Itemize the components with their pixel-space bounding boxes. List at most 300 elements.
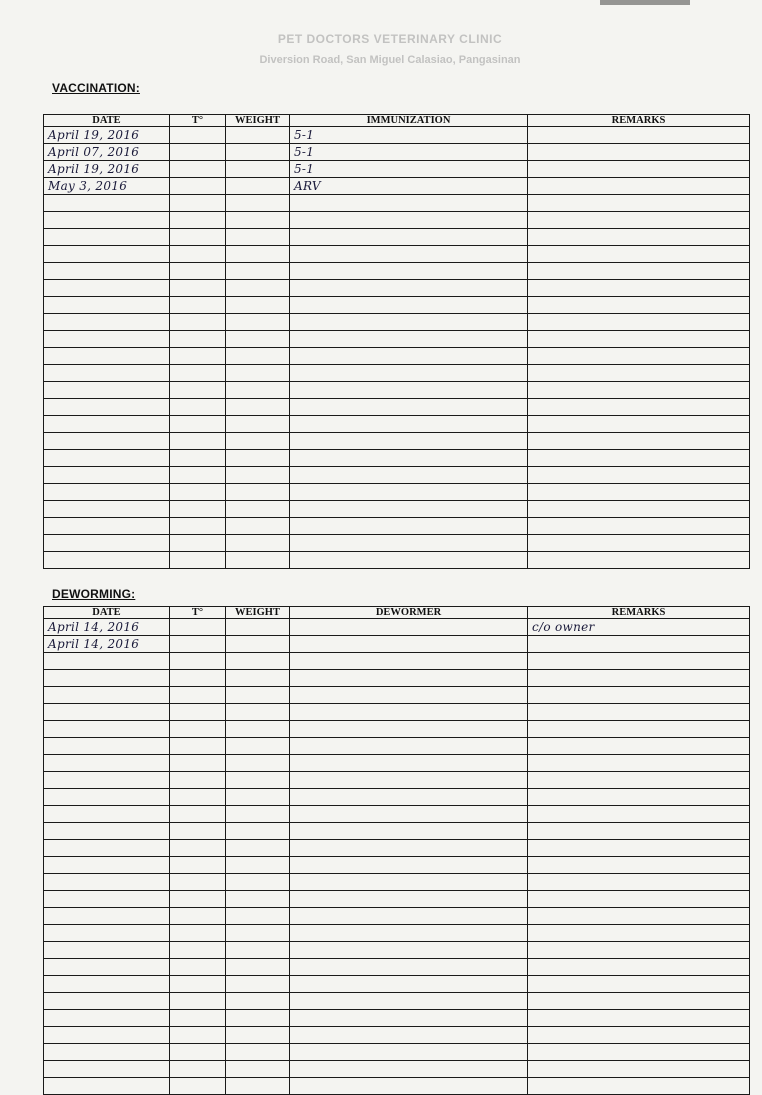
temperature-cell (170, 755, 226, 772)
date-cell (44, 959, 170, 976)
date-cell (44, 331, 170, 348)
weight-cell (226, 976, 290, 993)
weight-cell (226, 263, 290, 280)
temperature-cell (170, 942, 226, 959)
weight-cell (226, 755, 290, 772)
remarks-cell (528, 552, 750, 569)
table-row (44, 704, 750, 721)
weight-cell (226, 653, 290, 670)
temperature-cell (170, 399, 226, 416)
temperature-cell (170, 738, 226, 755)
weight-cell (226, 806, 290, 823)
table-row (44, 178, 750, 195)
table-row (44, 976, 750, 993)
table-row (44, 772, 750, 789)
table-row (44, 857, 750, 874)
date-cell (44, 399, 170, 416)
temperature-cell (170, 1027, 226, 1044)
remarks-cell (528, 144, 750, 161)
weight-cell (226, 891, 290, 908)
temperature-cell (170, 331, 226, 348)
temperature-cell (170, 348, 226, 365)
bleed-through-clinic-address: Diversion Road, San Miguel Calasiao, Pangasinan (259, 54, 521, 66)
dewormer-cell (290, 976, 528, 993)
date-cell (44, 1027, 170, 1044)
deworming-table (43, 606, 750, 1095)
remarks-cell (528, 1027, 750, 1044)
temperature-cell (170, 1010, 226, 1027)
temperature-cell (170, 552, 226, 569)
col-remarks-header: REMARKS (528, 607, 750, 619)
weight-cell (226, 484, 290, 501)
weight-cell (226, 789, 290, 806)
col-date-header: DATE (44, 607, 170, 619)
table-row (44, 959, 750, 976)
table-row (44, 1010, 750, 1027)
table-row (44, 399, 750, 416)
remarks-cell (528, 908, 750, 925)
table-row (44, 925, 750, 942)
dewormer-cell (290, 806, 528, 823)
temperature-cell (170, 229, 226, 246)
date-cell (44, 891, 170, 908)
remarks-cell (528, 501, 750, 518)
table-row (44, 280, 750, 297)
immunization-cell (290, 467, 528, 484)
dewormer-cell (290, 1027, 528, 1044)
weight-cell (226, 1010, 290, 1027)
dewormer-cell (290, 840, 528, 857)
weight-cell (226, 1027, 290, 1044)
table-row (44, 908, 750, 925)
remarks-cell (528, 653, 750, 670)
weight-cell (226, 433, 290, 450)
immunization-cell (290, 331, 528, 348)
table-row (44, 721, 750, 738)
table-row (44, 246, 750, 263)
date-cell (44, 874, 170, 891)
date-cell (44, 365, 170, 382)
remarks-cell (528, 721, 750, 738)
col-remarks-header: REMARKS (528, 115, 750, 127)
date-cell (44, 653, 170, 670)
remarks-cell (528, 993, 750, 1010)
temperature-cell (170, 450, 226, 467)
date-cell (44, 518, 170, 535)
dewormer-cell (290, 823, 528, 840)
remarks-cell (528, 365, 750, 382)
dewormer-cell (290, 857, 528, 874)
date-cell (44, 382, 170, 399)
temperature-cell (170, 416, 226, 433)
remarks-cell (528, 280, 750, 297)
table-row (44, 382, 750, 399)
table-row (44, 297, 750, 314)
table-row (44, 789, 750, 806)
remarks-cell (528, 687, 750, 704)
weight-cell (226, 908, 290, 925)
table-row (44, 993, 750, 1010)
immunization-cell (290, 416, 528, 433)
remarks-cell (528, 976, 750, 993)
temperature-cell (170, 433, 226, 450)
date-cell (44, 857, 170, 874)
remarks-cell (528, 127, 750, 144)
date-cell (44, 789, 170, 806)
temperature-cell (170, 280, 226, 297)
temperature-cell (170, 721, 226, 738)
dewormer-cell (290, 738, 528, 755)
date-cell (44, 823, 170, 840)
remarks-cell (528, 1044, 750, 1061)
temperature-cell (170, 212, 226, 229)
date-cell (44, 246, 170, 263)
col-temperature-header: T° (170, 607, 226, 619)
immunization-cell (290, 450, 528, 467)
temperature-cell (170, 246, 226, 263)
temperature-cell (170, 161, 226, 178)
immunization-cell (290, 484, 528, 501)
weight-cell (226, 467, 290, 484)
dewormer-cell (290, 670, 528, 687)
dewormer-cell (290, 1010, 528, 1027)
table-row (44, 467, 750, 484)
vaccination-table (43, 114, 750, 569)
weight-cell (226, 942, 290, 959)
temperature-cell (170, 518, 226, 535)
remarks-cell (528, 399, 750, 416)
date-cell (44, 297, 170, 314)
temperature-cell (170, 874, 226, 891)
temperature-cell (170, 1044, 226, 1061)
temperature-cell (170, 891, 226, 908)
weight-cell (226, 297, 290, 314)
dewormer-cell (290, 891, 528, 908)
remarks-cell (528, 484, 750, 501)
table-row (44, 144, 750, 161)
dewormer-cell (290, 925, 528, 942)
date-cell (44, 976, 170, 993)
date-cell (44, 314, 170, 331)
table-row (44, 687, 750, 704)
weight-cell (226, 1061, 290, 1078)
immunization-cell (290, 501, 528, 518)
table-row (44, 653, 750, 670)
temperature-cell (170, 314, 226, 331)
date-cell: April 07, 2016 (44, 144, 170, 161)
remarks-cell (528, 263, 750, 280)
temperature-cell (170, 365, 226, 382)
date-cell (44, 670, 170, 687)
date-cell (44, 535, 170, 552)
dewormer-cell (290, 959, 528, 976)
date-cell (44, 721, 170, 738)
temperature-cell (170, 840, 226, 857)
dewormer-cell (290, 1061, 528, 1078)
temperature-cell (170, 908, 226, 925)
remarks-cell (528, 433, 750, 450)
temperature-cell (170, 789, 226, 806)
col-immunization-header: IMMUNIZATION (290, 115, 528, 127)
date-cell (44, 908, 170, 925)
immunization-cell (290, 314, 528, 331)
date-cell (44, 501, 170, 518)
immunization-cell: 5-1 (290, 144, 528, 161)
immunization-cell (290, 212, 528, 229)
date-cell (44, 1010, 170, 1027)
weight-cell (226, 1044, 290, 1061)
temperature-cell (170, 636, 226, 653)
weight-cell (226, 823, 290, 840)
temperature-cell (170, 823, 226, 840)
table-row (44, 806, 750, 823)
weight-cell (226, 772, 290, 789)
remarks-cell (528, 755, 750, 772)
date-cell (44, 1044, 170, 1061)
remarks-cell (528, 789, 750, 806)
table-row (44, 738, 750, 755)
weight-cell (226, 416, 290, 433)
immunization-cell (290, 263, 528, 280)
dewormer-cell (290, 772, 528, 789)
temperature-cell (170, 687, 226, 704)
date-cell (44, 755, 170, 772)
weight-cell (226, 195, 290, 212)
date-cell (44, 433, 170, 450)
temperature-cell (170, 178, 226, 195)
weight-cell (226, 518, 290, 535)
weight-cell (226, 178, 290, 195)
temperature-cell (170, 127, 226, 144)
table-row (44, 755, 750, 772)
date-cell (44, 195, 170, 212)
date-cell (44, 1061, 170, 1078)
immunization-cell (290, 348, 528, 365)
weight-cell (226, 704, 290, 721)
immunization-cell (290, 229, 528, 246)
immunization-cell (290, 365, 528, 382)
date-cell (44, 212, 170, 229)
temperature-cell (170, 772, 226, 789)
date-cell: April 14, 2016 (44, 636, 170, 653)
weight-cell (226, 144, 290, 161)
dewormer-cell (290, 874, 528, 891)
table-row (44, 636, 750, 653)
table-row (44, 823, 750, 840)
dewormer-cell (290, 908, 528, 925)
col-temperature-header: T° (170, 115, 226, 127)
deworming-header-row (44, 607, 750, 619)
dewormer-cell (290, 704, 528, 721)
weight-cell (226, 721, 290, 738)
table-row (44, 433, 750, 450)
temperature-cell (170, 535, 226, 552)
table-row (44, 331, 750, 348)
immunization-cell: 5-1 (290, 161, 528, 178)
table-row (44, 552, 750, 569)
col-dewormer-header: DEWORMER (290, 607, 528, 619)
remarks-cell (528, 1061, 750, 1078)
weight-cell (226, 993, 290, 1010)
date-cell (44, 942, 170, 959)
temperature-cell (170, 704, 226, 721)
remarks-cell (528, 535, 750, 552)
remarks-cell: c/o owner (528, 619, 750, 636)
date-cell (44, 925, 170, 942)
weight-cell (226, 840, 290, 857)
immunization-cell (290, 552, 528, 569)
weight-cell (226, 874, 290, 891)
remarks-cell (528, 518, 750, 535)
weight-cell (226, 399, 290, 416)
immunization-cell (290, 246, 528, 263)
dewormer-cell (290, 636, 528, 653)
date-cell (44, 704, 170, 721)
col-weight-header: WEIGHT (226, 115, 290, 127)
remarks-cell (528, 942, 750, 959)
date-cell: April 19, 2016 (44, 161, 170, 178)
remarks-cell (528, 857, 750, 874)
temperature-cell (170, 976, 226, 993)
table-row (44, 1061, 750, 1078)
date-cell (44, 229, 170, 246)
date-cell (44, 772, 170, 789)
scan-edge-mark (600, 0, 690, 5)
weight-cell (226, 161, 290, 178)
weight-cell (226, 365, 290, 382)
remarks-cell (528, 229, 750, 246)
date-cell (44, 993, 170, 1010)
weight-cell (226, 331, 290, 348)
table-row (44, 874, 750, 891)
immunization-cell (290, 280, 528, 297)
dewormer-cell (290, 789, 528, 806)
date-cell (44, 1078, 170, 1095)
remarks-cell (528, 823, 750, 840)
remarks-cell (528, 1010, 750, 1027)
remarks-cell (528, 331, 750, 348)
remarks-cell (528, 840, 750, 857)
table-row (44, 314, 750, 331)
dewormer-cell (290, 942, 528, 959)
table-row (44, 263, 750, 280)
date-cell (44, 840, 170, 857)
weight-cell (226, 687, 290, 704)
dewormer-cell (290, 721, 528, 738)
table-row (44, 535, 750, 552)
immunization-cell (290, 195, 528, 212)
weight-cell (226, 314, 290, 331)
temperature-cell (170, 1061, 226, 1078)
table-row (44, 161, 750, 178)
remarks-cell (528, 212, 750, 229)
remarks-cell (528, 636, 750, 653)
table-row (44, 229, 750, 246)
remarks-cell (528, 891, 750, 908)
date-cell: May 3, 2016 (44, 178, 170, 195)
table-row (44, 484, 750, 501)
temperature-cell (170, 619, 226, 636)
date-cell (44, 450, 170, 467)
weight-cell (226, 450, 290, 467)
bleed-through-clinic-name: PET DOCTORS VETERINARY CLINIC (277, 32, 503, 46)
temperature-cell (170, 857, 226, 874)
weight-cell (226, 552, 290, 569)
dewormer-cell (290, 687, 528, 704)
temperature-cell (170, 144, 226, 161)
table-row (44, 127, 750, 144)
weight-cell (226, 959, 290, 976)
immunization-cell (290, 399, 528, 416)
immunization-cell (290, 535, 528, 552)
temperature-cell (170, 806, 226, 823)
remarks-cell (528, 178, 750, 195)
temperature-cell (170, 467, 226, 484)
weight-cell (226, 738, 290, 755)
temperature-cell (170, 501, 226, 518)
remarks-cell (528, 806, 750, 823)
weight-cell (226, 535, 290, 552)
remarks-cell (528, 246, 750, 263)
table-row (44, 891, 750, 908)
table-row (44, 840, 750, 857)
dewormer-cell (290, 755, 528, 772)
date-cell (44, 552, 170, 569)
table-row (44, 212, 750, 229)
date-cell (44, 806, 170, 823)
remarks-cell (528, 1078, 750, 1095)
dewormer-cell (290, 993, 528, 1010)
vaccination-header-row (44, 115, 750, 127)
weight-cell (226, 1078, 290, 1095)
immunization-cell: ARV (290, 178, 528, 195)
table-row (44, 619, 750, 636)
remarks-cell (528, 297, 750, 314)
date-cell (44, 348, 170, 365)
weight-cell (226, 382, 290, 399)
remarks-cell (528, 450, 750, 467)
table-row (44, 365, 750, 382)
date-cell (44, 484, 170, 501)
weight-cell (226, 670, 290, 687)
dewormer-cell (290, 619, 528, 636)
table-row (44, 1078, 750, 1095)
remarks-cell (528, 161, 750, 178)
temperature-cell (170, 670, 226, 687)
table-row (44, 195, 750, 212)
temperature-cell (170, 484, 226, 501)
temperature-cell (170, 925, 226, 942)
table-row (44, 501, 750, 518)
weight-cell (226, 280, 290, 297)
remarks-cell (528, 314, 750, 331)
dewormer-cell (290, 1044, 528, 1061)
remarks-cell (528, 382, 750, 399)
remarks-cell (528, 704, 750, 721)
immunization-cell (290, 382, 528, 399)
dewormer-cell (290, 1078, 528, 1095)
temperature-cell (170, 263, 226, 280)
table-row (44, 518, 750, 535)
date-cell (44, 687, 170, 704)
temperature-cell (170, 1078, 226, 1095)
temperature-cell (170, 195, 226, 212)
temperature-cell (170, 382, 226, 399)
weight-cell (226, 127, 290, 144)
table-row (44, 416, 750, 433)
remarks-cell (528, 416, 750, 433)
remarks-cell (528, 874, 750, 891)
